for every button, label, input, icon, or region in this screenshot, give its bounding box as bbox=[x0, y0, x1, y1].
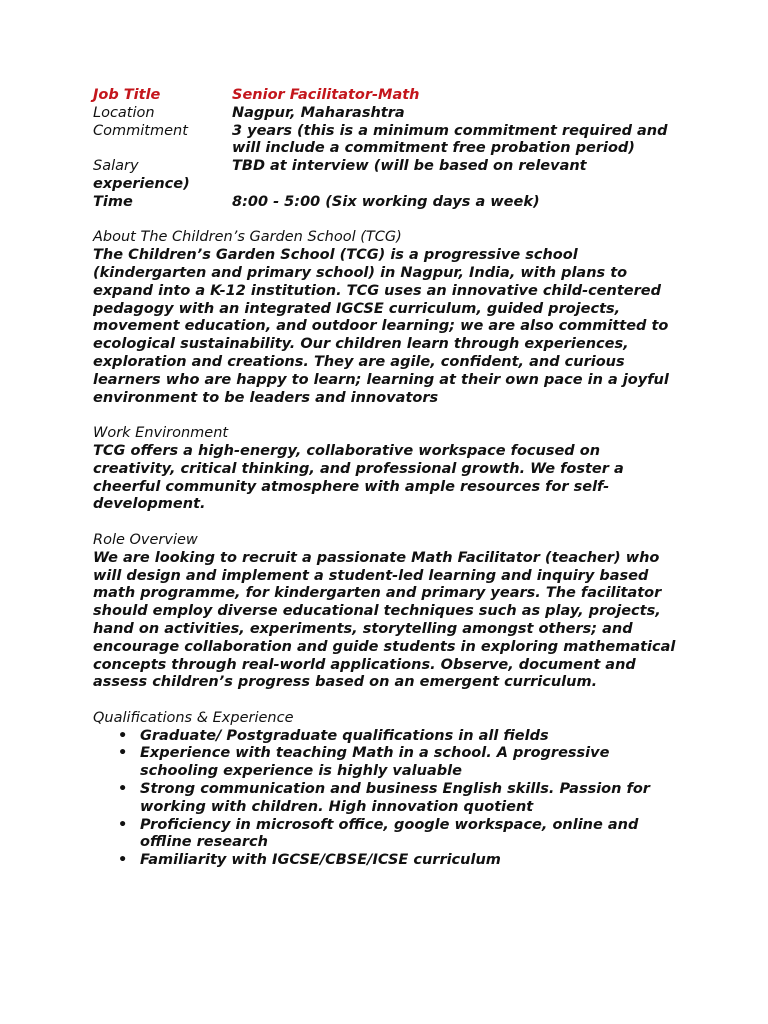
role-overview-title: Role Overview bbox=[93, 531, 198, 548]
salary-row bbox=[93, 158, 683, 176]
bullet-icon: • bbox=[118, 852, 128, 869]
location-label: Location bbox=[93, 104, 155, 121]
list-item bbox=[118, 745, 683, 781]
job-description-document bbox=[93, 87, 683, 870]
salary-continuation-row bbox=[93, 176, 683, 194]
time-value: 8:00 - 5:00 (Six working days a week) bbox=[232, 193, 540, 210]
bullet-icon: • bbox=[118, 745, 128, 762]
job-title-row bbox=[93, 87, 683, 105]
job-title-value: Senior Facilitator-Math bbox=[232, 87, 420, 103]
list-item-text: Familiarity with IGCSE/CBSE/ICSE curriculum bbox=[140, 852, 501, 869]
commitment-value: 3 years (this is a minimum commitment required and will include a commitment free probation period) bbox=[232, 122, 668, 157]
bullet-icon: • bbox=[118, 781, 128, 798]
bullet-icon: • bbox=[118, 727, 128, 744]
commitment-row bbox=[93, 123, 683, 159]
about-section bbox=[93, 229, 683, 407]
commitment-label: Commitment bbox=[93, 122, 188, 139]
qualifications-list bbox=[93, 728, 683, 870]
list-item bbox=[118, 852, 683, 870]
list-item bbox=[118, 727, 683, 746]
location-value: Nagpur, Maharashtra bbox=[232, 104, 405, 121]
qualifications-title: Qualifications & Experience bbox=[93, 709, 294, 726]
work-environment-title: Work Environment bbox=[93, 425, 229, 442]
work-environment-body: TCG offers a high-energy, collaborative workspace focused on creativity, critical thinking, and professional growth. We foster a cheerful community atmosphere with ample resources for self-development. bbox=[93, 442, 624, 513]
list-item-text: Proficiency in microsoft office, google workspace, online and offline research bbox=[140, 816, 639, 851]
bullet-icon: • bbox=[118, 816, 128, 833]
qualifications-section bbox=[93, 710, 683, 870]
work-environment-section bbox=[93, 425, 683, 514]
role-overview-section bbox=[93, 532, 683, 692]
list-item-text: Experience with teaching Math in a school. A progressive schooling experience is highly valuable bbox=[140, 745, 610, 780]
list-item bbox=[118, 781, 683, 817]
salary-label: Salary bbox=[93, 158, 139, 175]
job-details-table bbox=[93, 87, 683, 212]
about-body: The Children’s Garden School (TCG) is a progressive school (kindergarten and primary school) in Nagpur, India, with plans to expand into a K-12 institution. TCG uses an innovative child-centered pedagogy with an integrated IGCSE curriculum, guided projects, movement education, and outdoor learning; we are also committed to ecological sustainability. Our children learn through experiences, exploration and creations. They are agile, confident, and curious learners who are happy to learn; learning at their own pace in a joyful environment to be leaders and innovators bbox=[93, 247, 669, 406]
time-row bbox=[93, 194, 683, 212]
about-title: About The Children’s Garden School (TCG) bbox=[93, 229, 402, 246]
list-item bbox=[118, 816, 683, 853]
job-title-label: Job Title bbox=[93, 87, 161, 103]
location-row bbox=[93, 105, 683, 123]
salary-value: TBD at interview (will be based on relevant bbox=[232, 158, 587, 175]
list-item-text: Graduate/ Postgraduate qualifications in all fields bbox=[140, 727, 549, 744]
role-overview-body: We are looking to recruit a passionate Math Facilitator (teacher) who will design and implement a student-led learning and inquiry based math programme, for kindergarten and primary years. The facilitator should employ diverse educational techniques such as play, projects, hand on activities, experiments, storytelling amongst others; and encourage collaboration and guide students in exploring mathematical concepts through real-world applications. Observe, document and assess children’s progress based on an emergent curriculum. bbox=[93, 549, 676, 691]
time-label: Time bbox=[93, 193, 133, 210]
list-item-text: Strong communication and business English skills. Passion for working with children. High innovation quotient bbox=[140, 781, 650, 815]
salary-continuation: experience) bbox=[93, 175, 190, 192]
